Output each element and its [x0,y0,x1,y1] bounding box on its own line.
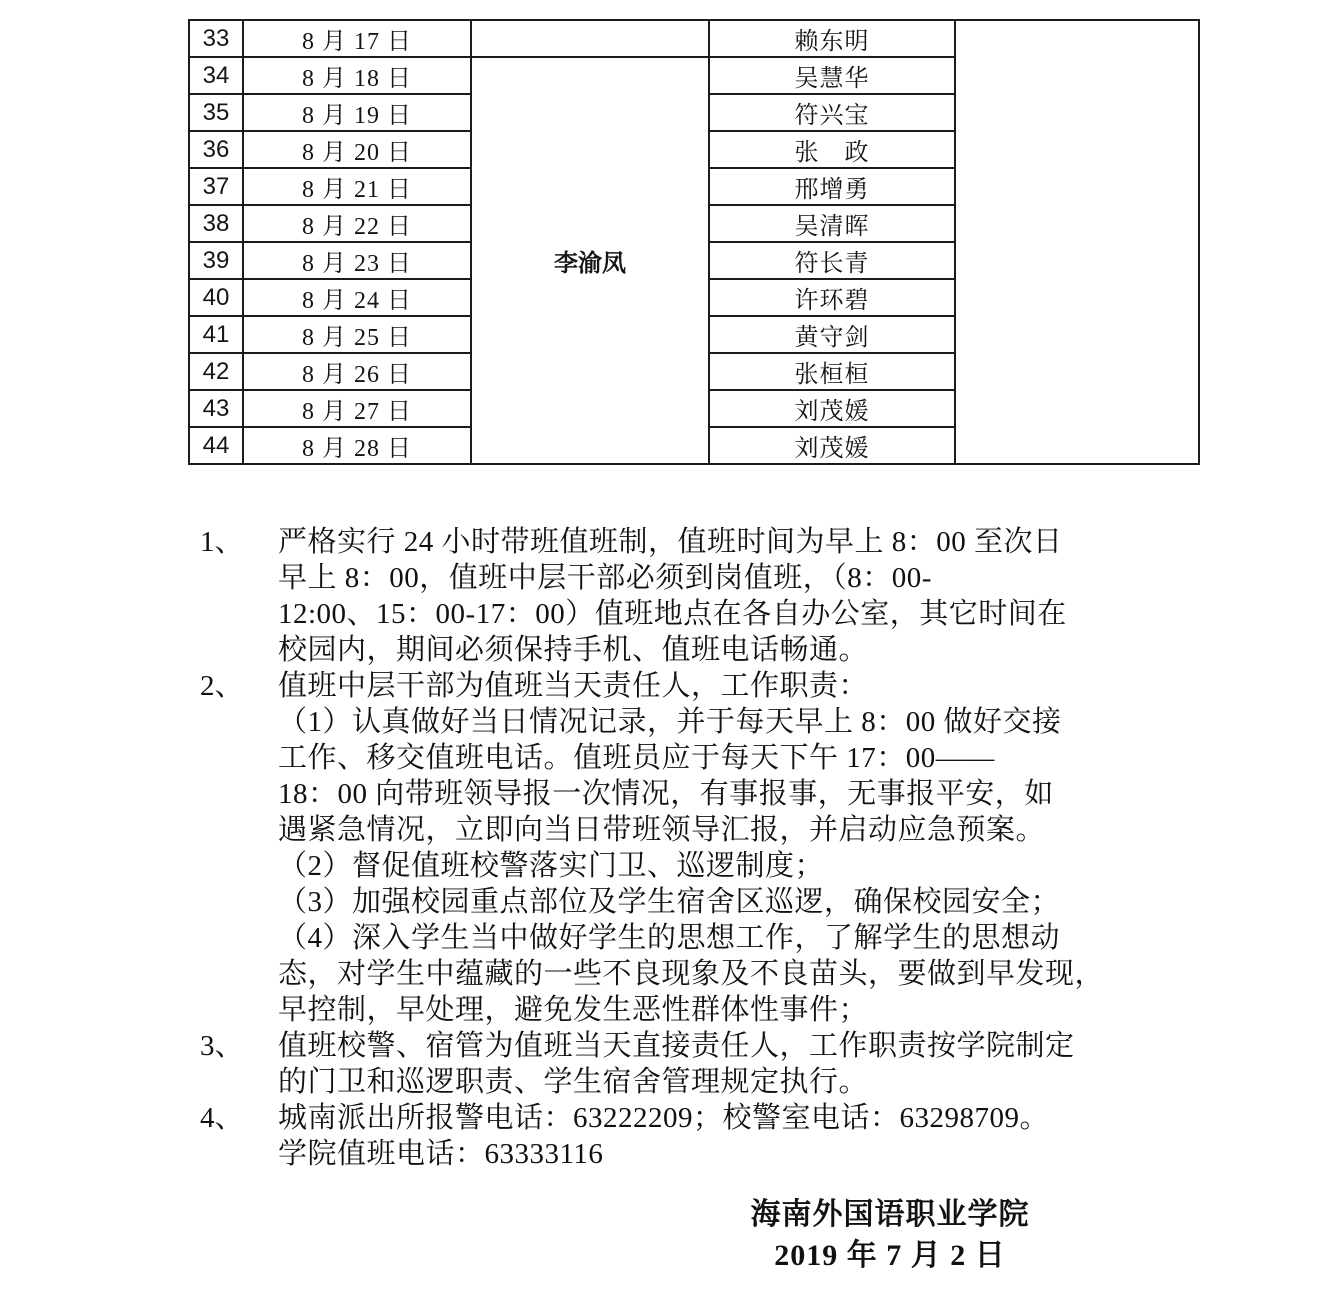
note-item-2 [200,668,1104,1028]
note-item-3 [200,1028,1104,1100]
note-number: 3、 [200,1030,244,1062]
row-number: 42 [189,353,243,390]
note-line: 早控制，早处理，避免发生恶性群体性事件； [278,994,869,1026]
duty-person: 吴慧华 [709,57,955,94]
row-number: 36 [189,131,243,168]
duty-date: 8 月 19 日 [243,94,471,131]
note-line: 的门卫和巡逻职责、学生宿舍管理规定执行。 [278,1066,869,1098]
note-item-1 [200,524,1104,668]
note-line: 12:00、15：00-17：00）值班地点在各自办公室，其它时间在 [278,598,1067,630]
note-text [278,1028,1075,1100]
duty-schedule-table [188,19,1200,465]
note-number: 4、 [200,1102,244,1134]
note-line: 18：00 向带班领导报一次情况，有事报事，无事报平安，如 [278,778,1054,810]
duty-person: 邢增勇 [709,168,955,205]
duty-person: 符兴宝 [709,94,955,131]
note-line: 城南派出所报警电话：63222209；校警室电话：63298709。 [278,1102,1050,1134]
row-number: 44 [189,427,243,464]
row-number: 43 [189,390,243,427]
signature-org: 海南外国语职业学院 [750,1198,1030,1231]
note-line: （4）深入学生当中做好学生的思想工作，了解学生的思想动 [278,922,1061,954]
note-line: （2）督促值班校警落实门卫、巡逻制度； [278,850,825,882]
note-line: （3）加强校园重点部位及学生宿舍区巡逻，确保校园安全； [278,886,1061,918]
row-number: 37 [189,168,243,205]
row-number: 35 [189,94,243,131]
duty-date: 8 月 18 日 [243,57,471,94]
note-line: 学院值班电话：63333116 [278,1138,604,1170]
duty-leader-cell: 李渝凤 [471,57,709,464]
row-number: 38 [189,205,243,242]
duty-person: 张桓桓 [709,353,955,390]
note-line: 早上 8：00，值班中层干部必须到岗值班，（8：00- [278,562,932,594]
row-number: 39 [189,242,243,279]
duty-date: 8 月 21 日 [243,168,471,205]
note-text [278,524,1067,668]
table-row [189,20,1199,57]
duty-date: 8 月 26 日 [243,353,471,390]
duty-person: 张 政 [709,131,955,168]
note-line: 遇紧急情况，立即向当日带班领导汇报，并启动应急预案。 [278,814,1046,846]
duty-date: 8 月 27 日 [243,390,471,427]
signature-date: 2019 年 7 月 2 日 [774,1239,1006,1272]
duty-date: 8 月 24 日 [243,279,471,316]
note-number: 2、 [200,670,244,702]
row-number: 33 [189,20,243,57]
duty-date: 8 月 17 日 [243,20,471,57]
note-line: 严格实行 24 小时带班值班制，值班时间为早上 8：00 至次日 [278,526,1063,558]
notes-list [200,524,1104,1172]
duty-date: 8 月 22 日 [243,205,471,242]
note-line: 值班校警、宿管为值班当天直接责任人，工作职责按学院制定 [278,1030,1075,1062]
duty-person: 赖东明 [709,20,955,57]
duty-date: 8 月 28 日 [243,427,471,464]
duty-date: 8 月 20 日 [243,131,471,168]
note-line: （1）认真做好当日情况记录，并于每天早上 8：00 做好交接 [278,706,1062,738]
note-line: 工作、移交值班电话。值班员应于每天下午 17：00—— [278,742,995,774]
remarks-cell [955,20,1199,464]
row-number: 40 [189,279,243,316]
note-line: 态，对学生中蕴藏的一些不良现象及不良苗头，要做到早发现， [278,958,1105,990]
note-number: 1、 [200,526,244,558]
note-text [278,1100,1049,1172]
leader-cell-empty [471,20,709,57]
row-number: 34 [189,57,243,94]
note-line: 值班中层干部为值班当天责任人，工作职责： [278,670,869,702]
duty-date: 8 月 23 日 [243,242,471,279]
signature-block [560,1194,1220,1276]
duty-person: 吴清晖 [709,205,955,242]
duty-person: 许环碧 [709,279,955,316]
note-item-4 [200,1100,1104,1172]
row-number: 41 [189,316,243,353]
duty-person: 符长青 [709,242,955,279]
duty-person: 黄守剑 [709,316,955,353]
duty-date: 8 月 25 日 [243,316,471,353]
duty-person: 刘茂媛 [709,427,955,464]
note-text [278,668,1104,1028]
duty-person: 刘茂媛 [709,390,955,427]
note-line: 校园内，期间必须保持手机、值班电话畅通。 [278,634,869,666]
